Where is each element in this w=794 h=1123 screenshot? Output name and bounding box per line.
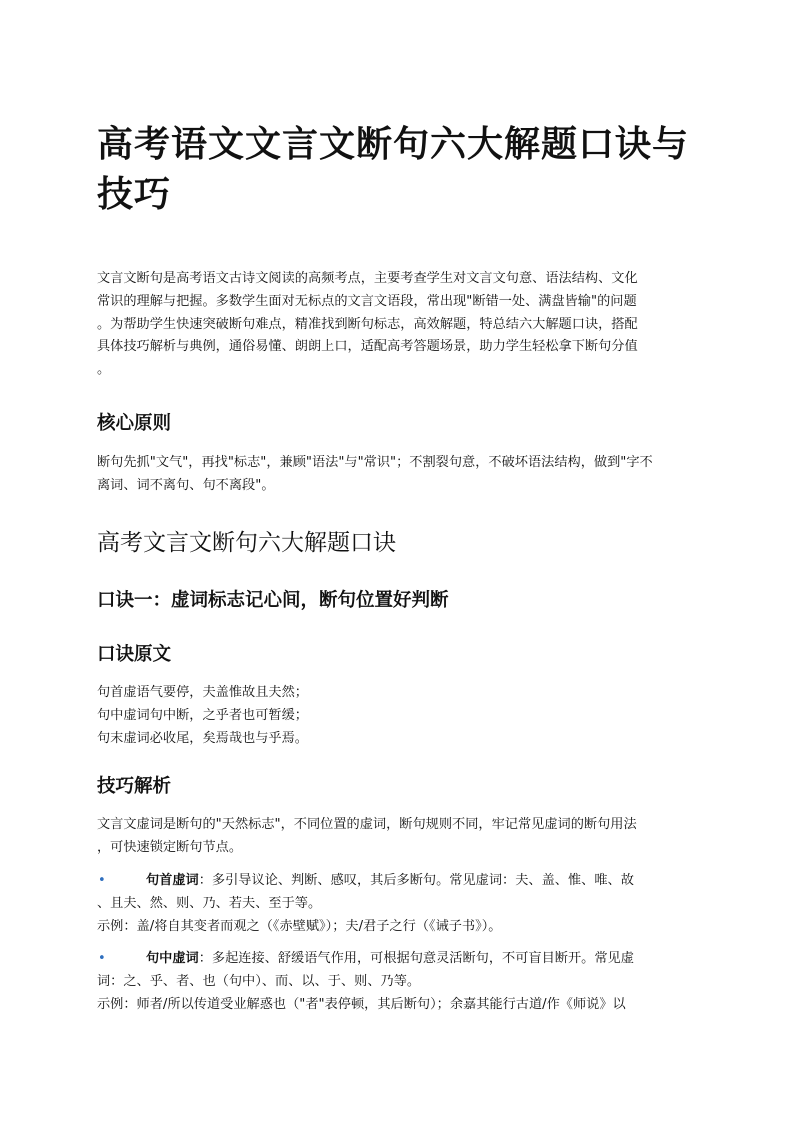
bullet-head: 句首虚词 (146, 873, 199, 888)
rule1-original-text (97, 682, 703, 750)
bullet-text: 、且夫、然、则、乃、若夫、至于等。 (97, 895, 322, 911)
core-principle-paragraph (97, 452, 703, 498)
bullet-text: ：多起连接、舒缓语气作用，可根据句意灵活断句，不可盲目断开。常见虚 (198, 951, 634, 966)
rule1-heading: 口诀一：虚词标志记心间，断句位置好判断 (97, 590, 449, 611)
intro-line: 文言文断句是高考语文古诗文阅读的高频考点，主要考查学生对文言文句意、语法结构、文化 (97, 271, 638, 286)
intro-line: 。为帮助学生快速突破断句难点，精准找到断句标志，高效解题，特总结六大解题口诀，搭配 (97, 316, 638, 332)
example-text: 示例：师者/所以传道受业解惑也（"者"表停顿，其后断句）；余嘉其能行古道/作《师说》以 (97, 996, 626, 1012)
bullet-item-sentence-medial (97, 948, 703, 1016)
section-title: 高考文言文断句六大解题口诀 (97, 530, 396, 556)
intro-line: 。 (97, 362, 111, 378)
core-line: 离词、词不离句、句不离段"。 (97, 477, 275, 493)
verse-line: 句末虚词必收尾，矣焉哉也与乎焉。 (97, 730, 308, 746)
intro-line: 具体技巧解析与典例，通俗易懂、朗朗上口，适配高考答题场景，助力学生轻松拿下断句分值 (97, 339, 638, 355)
verse-line: 句首虚语气要停，夫盖惟故且夫然； (97, 685, 308, 700)
rule1-analysis-heading: 技巧解析 (97, 776, 172, 797)
bullet-head: 句中虚词 (146, 951, 199, 966)
bullet-item-sentence-initial (97, 870, 703, 938)
core-line: 断句先抓"文气"，再找"标志"，兼顾"语法"与"常识"；不割裂句意，不破坏语法结构，做到"字不 (97, 455, 653, 470)
bullet-dot-icon: • (98, 873, 106, 888)
bullet-dot-icon: • (98, 951, 106, 966)
document-title: 高考语文文言文断句六大解题口诀与技巧 (97, 124, 690, 215)
verse-line: 句中虚词句中断，之乎者也可暂缓； (97, 707, 308, 723)
rule1-original-heading: 口诀原文 (97, 644, 172, 665)
example-text: 示例：盖/将自其变者而观之（《赤壁赋》）；夫/君子之行（《诫子书》）。 (97, 918, 502, 934)
rule1-analysis-paragraph (97, 814, 703, 860)
intro-paragraph (97, 268, 703, 382)
analysis-line: ，可快速锁定断句节点。 (97, 839, 243, 855)
bullet-text: 词：之、乎、者、也（句中）、而、以、于、则、乃等。 (97, 973, 421, 989)
bullet-text: ：多引导议论、判断、感叹，其后多断句。常见虚词：夫、盖、惟、唯、故 (198, 873, 634, 888)
analysis-line: 文言文虚词是断句的"天然标志"，不同位置的虚词，断句规则不同，牢记常见虚词的断句用法 (97, 817, 637, 832)
core-principle-heading: 核心原则 (97, 413, 172, 434)
intro-line: 常识的理解与把握。多数学生面对无标点的文言文语段，常出现"断错一处、满盘皆输"的问题 (97, 293, 637, 309)
